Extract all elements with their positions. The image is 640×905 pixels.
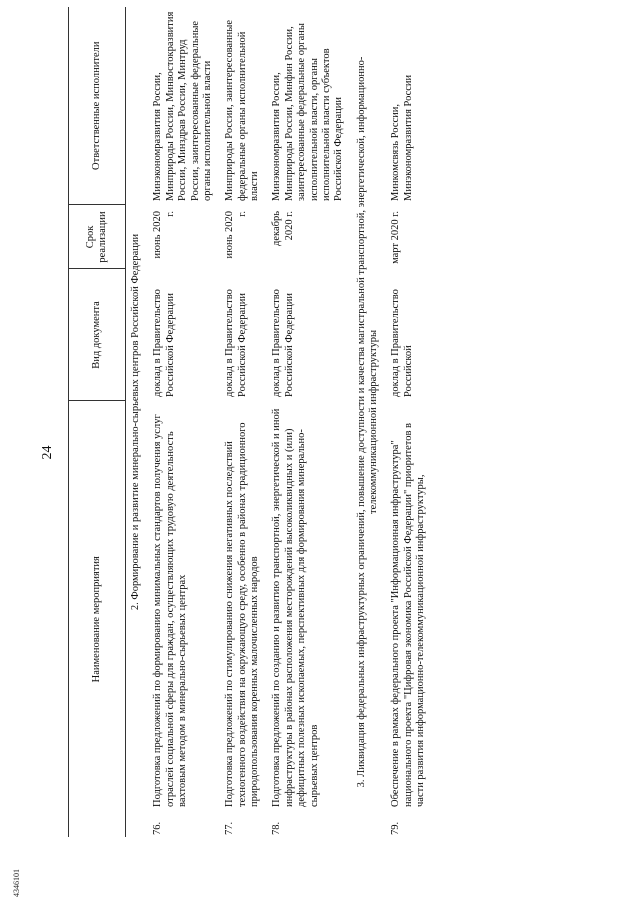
page-number: 24	[40, 445, 55, 460]
table-row	[267, 7, 351, 837]
header-name: Наименование мероприятия	[69, 401, 126, 837]
row-term: июнь 2020 г.	[224, 210, 248, 259]
row-executors: Минэкономразвития России, Минприроды России, Минфин России, заинтересованные федеральные органы исполнительной власти, органы исполнительной власти субъектов Российской Федерации	[271, 23, 345, 201]
row-term: июнь 2020 г.	[152, 210, 176, 259]
section-row	[352, 7, 387, 837]
header-term: Срок реализации	[69, 205, 126, 269]
document-code: 4346101	[12, 869, 21, 897]
row-measure-name: Подготовка предложений по формированию минимальных стандартов получения услуг отраслей социальной сферы для граждан, осуществляющих трудовую деятельность вахтовым методом в минерально-сырьевых центрах	[152, 414, 189, 807]
row-executors: Минприроды России, заинтересованные федеральные органы исполнительной власти	[224, 19, 260, 201]
row-document-type: доклад в Правительство Российской Федерации	[271, 289, 295, 397]
table-row	[220, 7, 267, 837]
table-header-row	[69, 7, 126, 837]
row-number: 78.	[271, 821, 283, 835]
row-number: 79.	[390, 821, 402, 835]
row-measure-name: Подготовка предложений по стимулированию снижения негативных последствий техногенного воздействия на окружающую среду, особенно в районах традиционного природопользования коренных малочисленных народов	[224, 422, 260, 807]
row-term: декабрь 2020 г.	[271, 210, 295, 246]
row-measure-name: Обеспечение в рамках федерального проекта "Информационная инфраструктура" национального проекта "Цифровая экономика Российской Федерации" приоритетов в части развития информационно-телекоммуникационной инфраструктуры,	[390, 422, 427, 807]
section-title: 3. Ликвидация федеральных инфраструктурных ограничений, повышение доступности и качества магистральной транспортной, энергетической, информационно-телекоммуникационной инфраструктуры	[355, 56, 379, 788]
measures-table	[68, 7, 434, 837]
section-title: 2. Формирование и развитие минерально-сырьевых центров Российской Федерации	[130, 233, 141, 611]
header-exec: Ответственные исполнители	[69, 7, 126, 205]
header-doc: Вид документа	[69, 269, 126, 401]
table-row	[148, 7, 220, 837]
row-executors: Минэкономразвития России, Минприроды России, Минвостокразвития России, Минздрав России, Минтруд России, заинтересованные федеральные органы исполнительной власти	[152, 11, 213, 201]
row-document-type: доклад в Правительство Российской Федерации	[152, 289, 176, 397]
row-number: 77.	[224, 821, 236, 835]
row-term: март 2020 г.	[390, 210, 402, 264]
row-document-type: доклад в Правительство Российской	[390, 289, 414, 397]
row-number: 76.	[152, 821, 164, 835]
row-executors: Минкомсвязь России, Минэкономразвития России	[390, 74, 414, 201]
table-row	[386, 7, 433, 837]
row-measure-name: Подготовка предложений по созданию и развитию транспортной, энергетической и иной инфраструктуры в районах расположения месторождений высоколиквидных и (или) дефицитных полезных ископаемых, перспективных для формирования минерально-сырьевых центров	[271, 408, 320, 807]
row-document-type: доклад в Правительство Российской Федерации	[224, 289, 248, 397]
section-row	[126, 7, 149, 837]
